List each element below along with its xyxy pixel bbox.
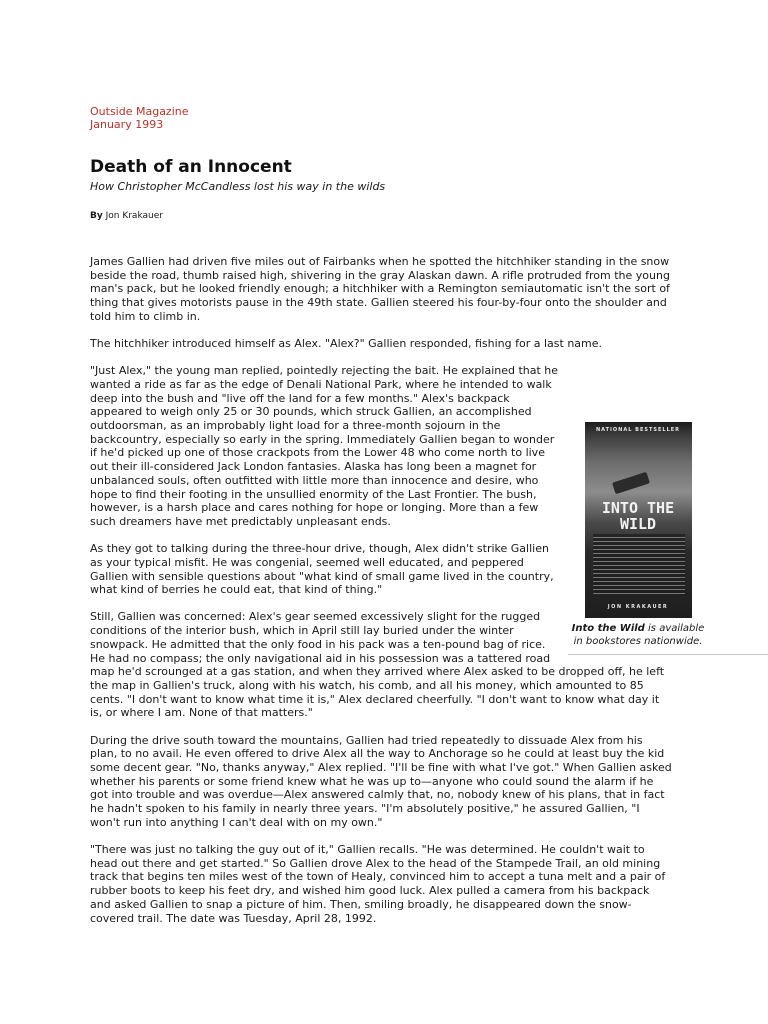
article-title: Death of an Innocent	[90, 157, 292, 177]
paragraph: During the drive south toward the mountains, Gallien had tried repeatedly to dissuade Alex from his plan, to no avail. He even offered to drive Alex all the way to Anchorage so he could at least buy the kid some decent gear. "No, thanks anyway," Alex replied. "I'll be fine with what I've got." When Gallien asked whether his parents or some friend knew what he was up to—anyone who could sound the alarm if he got into trouble and was overdue—Alex answered calmly that, no, nobody knew of his plans, that in fact he hadn't spoken to his family in nearly three years. "I'm absolutely positive," he assured Gallien, "I won't run into anything I can't deal with on my own."	[90, 733, 672, 829]
byline	[90, 210, 672, 222]
cover-banner: NATIONAL BESTSELLER	[595, 427, 681, 434]
bus-graphic	[612, 472, 650, 495]
article-page	[90, 105, 705, 939]
cover-title: INTO THE WILD	[601, 499, 675, 534]
caption-book-title: Into the Wild	[571, 623, 645, 635]
paragraph: The hitchhiker introduced himself as Alex. "Alex?" Gallien responded, fishing for a last name.	[90, 337, 603, 351]
byline-label: By	[90, 211, 103, 221]
book-cover-image	[585, 422, 692, 618]
article-subtitle: How Christopher McCandless lost his way in the wilds	[90, 180, 386, 193]
paragraph: As they got to talking during the three-hour drive, though, Alex didn't strike Gallien as your typical misfit. He was congenial, seemed well educated, and peppered Gallien with sensible questions about "what kind of small game lived in the country, what kind of berries he could eat, that kind of thing."	[90, 542, 554, 597]
paragraph: Still, Gallien was concerned: Alex's gear seemed excessively slight for the rugged conditions of the interior bush, which in April still lay buried under the winter snowpack. He admitted that the only food in his pack was a ten-pound bag of rice. He had no compass; the only navigational aid in his possession was a tattered road map he'd scrounged at a gas station, and when they arrived where Alex asked to be dropped off, he left the map in Gallien's truck, along with his watch, his comb, and all his money, which amounted to 85 cents. "I don't want to know what time it is," Alex declared cheerfully. "I don't want to know what day it is, or where I am. None of that matters."	[90, 610, 665, 720]
cover-blurb-text	[593, 534, 685, 594]
article-body	[90, 255, 705, 925]
paragraph: "Just Alex," the young man replied, pointedly rejecting the bait. He explained that he wanted a ride as far as the edge of Denali National Park, where he intended to walk deep into the bush and "live off the land for a few months." Alex's backpack appeared to weigh only 25 or 30 pounds, which struck Gallien, an accomplished outdoorsman, as an improbably light load for a three-month sojourn in the backcountry, especially so early in the spring. Immediately Gallien began to wonder if he'd picked up one of those crackpots from the Lower 48 who come north to live out their ill-considered Jack London fantasies. Alaska has long been a magnet for unbalanced souls, often outfitted with little more than innocence and desire, who hope to find their footing in the unsullied enormity of the Last Frontier. The bush, however, is a harsh place and cares nothing for hope or longing. More than a few such dreamers have met predictably unpleasant ends.	[90, 364, 559, 528]
paragraph: "There was just no talking the guy out of it," Gallien recalls. "He was determined. He couldn't wait to head out there and get started." So Gallien drove Alex to the head of the Stampede Trail, an old mining track that begins ten miles west of the town of Healy, convinced him to accept a tuna melt and a pair of rubber boots to keep his feet dry, and wished him good luck. Alex pulled a camera from his backpack and asked Gallien to snap a picture of him. Then, smiling broadly, he disappeared down the snow-covered trail. The date was Tuesday, April 28, 1992.	[90, 843, 666, 925]
paragraph: James Gallien had driven five miles out of Fairbanks when he spotted the hitchhiker standing in the snow beside the road, thumb raised high, shivering in the gray Alaskan dawn. A rifle protruded from the young man's pack, but he looked friendly enough; a hitchhiker with a Remington semiautomatic isn't the sort of thing that gives motorists pause in the 49th state. Gallien steered his four-by-four onto the shoulder and told him to climb in.	[90, 255, 670, 323]
publication-name: Outside Magazine	[90, 105, 189, 118]
publication-date: January 1993	[90, 118, 164, 131]
caption-text: is available in bookstores nationwide.	[573, 623, 705, 648]
sidebar-divider	[568, 654, 768, 655]
book-caption	[568, 622, 708, 648]
book-sidebar	[568, 422, 708, 655]
author-name: Jon Krakauer	[105, 211, 163, 221]
cover-author: JON KRAKAUER	[607, 604, 669, 611]
